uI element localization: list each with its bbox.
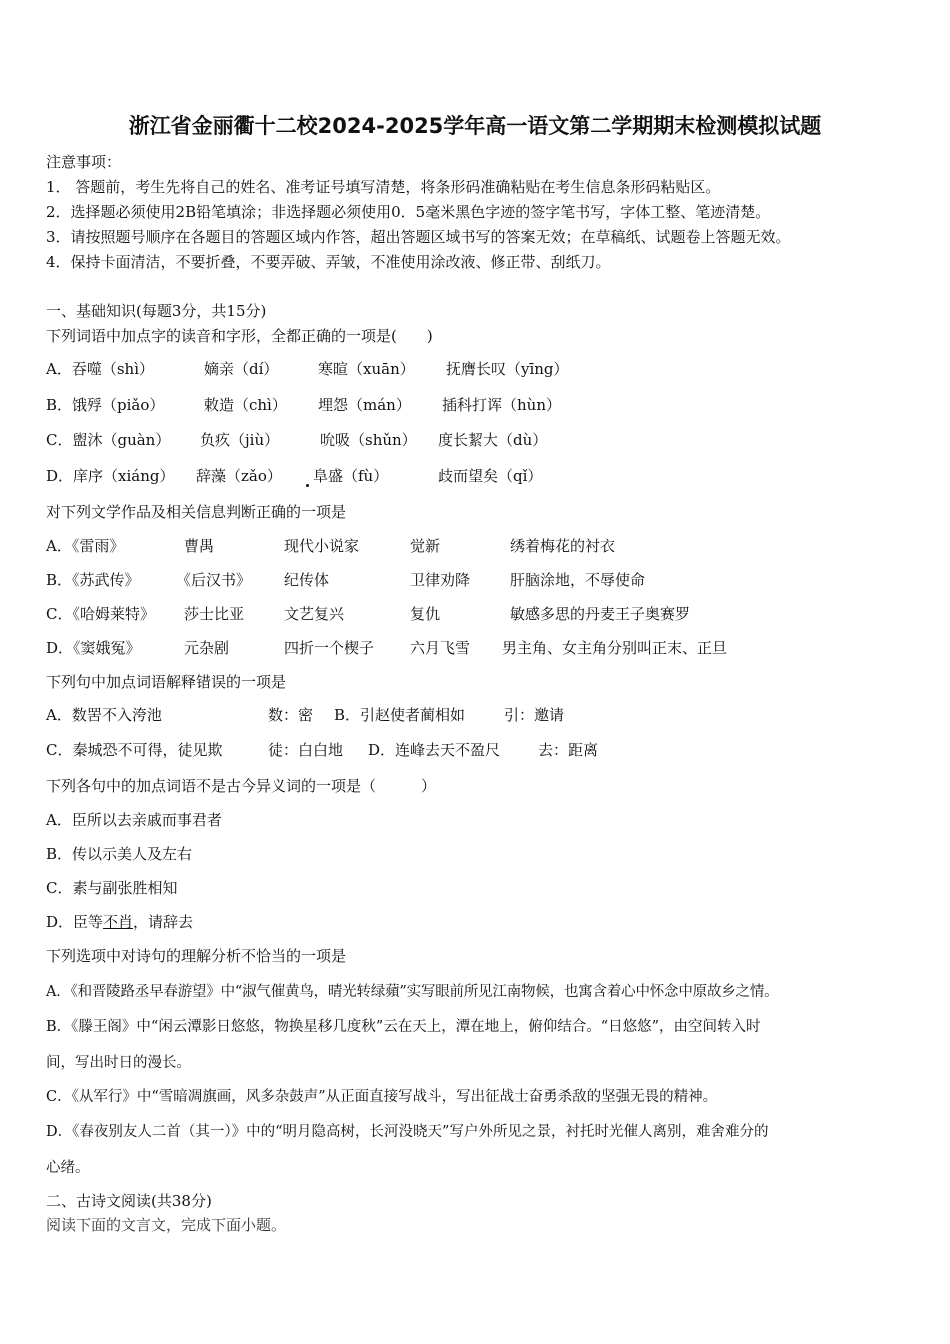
option-cell: 觉新 [410,537,441,555]
question-stem: 下列各句中的加点词语不是古今异义词的一项是（ ） [46,777,437,795]
notice-heading: 注意事项： [46,153,122,171]
option-cell: 元杂剧 [184,639,230,657]
option-cell: 负疚（jiù） [200,431,280,449]
option-cell: 纪传体 [284,571,330,589]
option-line: 心绪。 [46,1160,90,1176]
question-stem: 下列句中加点词语解释错误的一项是 [46,673,287,691]
option-cell: 六月飞雪 [410,639,471,657]
section-heading: 一、基础知识(每题3分，共15分) [46,302,267,320]
question-stem: 下列词语中加点字的读音和字形，全都正确的一项是( ) [46,327,433,345]
section-intro: 阅读下面的文言文，完成下面小题。 [46,1216,287,1234]
option-cell: 阜盛（fù） [313,467,389,485]
section-heading: 二、古诗文阅读(共38分) [46,1192,212,1210]
page-title: 浙江省金丽衢十二校2024-2025学年高一语文第二学期期末检测模拟试题 [128,114,822,138]
option-cell: 现代小说家 [284,537,360,555]
option-cell: 敕造（chì） [204,396,287,414]
question-stem: 对下列文学作品及相关信息判断正确的一项是 [46,503,347,521]
emphasis-dot [306,484,309,487]
option-cell: 度长絜大（dù） [438,431,548,449]
option-cell: B．《苏武传》 [46,571,140,589]
option-line: A．臣所以去亲戚而事君者 [46,811,222,829]
option-suffix: ，请辞去 [133,913,194,931]
option-cell: 四折一个楔子 [284,639,375,657]
option-cell: 埋怨（mán） [318,396,411,414]
option-line: A．《和晋陵路丞早春游望》中“淑气催黄鸟，晴光转绿蘋”实写眼前所见江南物候，也寓含着心中怀念中原故乡之情。 [46,984,779,1000]
option-cell: 寒暄（xuān） [318,360,415,378]
option-cell: C．秦城恐不可得，徒见欺 [46,741,223,759]
option-cell: C．《哈姆莱特》 [46,605,155,623]
option-cell: 嫡亲（dí） [204,360,279,378]
option-cell: 复仇 [410,605,441,623]
notice-item: 4．保持卡面清洁，不要折叠，不要弄破、弄皱，不准使用涂改液、修正带、刮纸刀。 [46,253,611,271]
option-line: C．素与副张胜相知 [46,879,178,897]
option-cell: 男主角、女主角分别叫正末、正旦 [502,639,728,657]
option-cell: A．吞噬（shì） [46,360,154,378]
option-cell: 曹禺 [184,537,215,555]
option-cell: 莎士比亚 [184,605,245,623]
option-line: D．《春夜别友人二首（其一）》中的“明月隐高树，长河没晓天”写户外所见之景，衬托时光催人离别，难舍难分的 [46,1124,769,1140]
option-cell: D．《窦娥冤》 [46,639,141,657]
option-cell: 《后汉书》 [176,571,252,589]
option-cell: 绣着梅花的衬衣 [510,537,616,555]
option-line: B．《滕王阁》中“闲云潭影日悠悠，物换星移几度秋”云在天上，潭在地上，俯仰结合。“日悠悠”，由空间转入时 [46,1019,761,1035]
option-cell: A．《雷雨》 [46,537,125,555]
question-stem: 下列选项中对诗句的理解分析不恰当的一项是 [46,947,347,965]
option-cell: 抚膺长叹（yīng） [446,360,569,378]
option-cell: 徒：白白地 [268,741,344,759]
option-cell: B．引赵使者蔺相如 [334,706,466,724]
option-cell: 吮吸（shǔn） [320,431,417,449]
option-line: 间，写出时日的漫长。 [46,1055,191,1071]
option-line: C．《从军行》中“雪暗凋旗画，风多杂鼓声”从正面直接写战斗，写出征战士奋勇杀敌的坚强无畏的精神。 [46,1089,718,1105]
option-cell: B．饿殍（piǎo） [46,396,165,414]
option-cell: C．盥沐（guàn） [46,431,171,449]
option-cell: D．连峰去天不盈尺 [368,741,501,759]
option-cell: 辞藻（zǎo） [196,467,282,485]
option-cell: 文艺复兴 [284,605,345,623]
option-cell: 歧而望矣（qǐ） [438,467,543,485]
option-cell: 去：距离 [538,741,599,759]
option-cell: 数：密 [268,706,314,724]
option-cell: 敏感多思的丹麦王子奥赛罗 [510,605,691,623]
option-cell: 引：邀请 [504,706,565,724]
option-prefix: D．臣等 [46,913,104,931]
option-cell: 肝脑涂地，不辱使命 [510,571,646,589]
option-cell: 卫律劝降 [410,571,471,589]
option-line [46,912,193,932]
notice-item: 3．请按照题号顺序在各题目的答题区域内作答，超出答题区域书写的答案无效；在草稿纸、试题卷上答题无效。 [46,228,791,246]
option-line: B．传以示美人及左右 [46,845,193,863]
notice-item: 2．选择题必须使用2B铅笔填涂；非选择题必须使用0．5毫米黑色字迹的签字笔书写，字体工整、笔迹清楚。 [46,203,771,221]
option-cell: 插科打诨（hùn） [442,396,561,414]
option-cell: A．数罟不入洿池 [46,706,162,724]
notice-item: 1． 答题前，考生先将自己的姓名、准考证号填写清楚，将条形码准确粘贴在考生信息条形码粘贴区。 [46,178,721,196]
option-cell: D．庠序（xiáng） [46,467,175,485]
underlined-term: 不肖 [103,913,134,931]
